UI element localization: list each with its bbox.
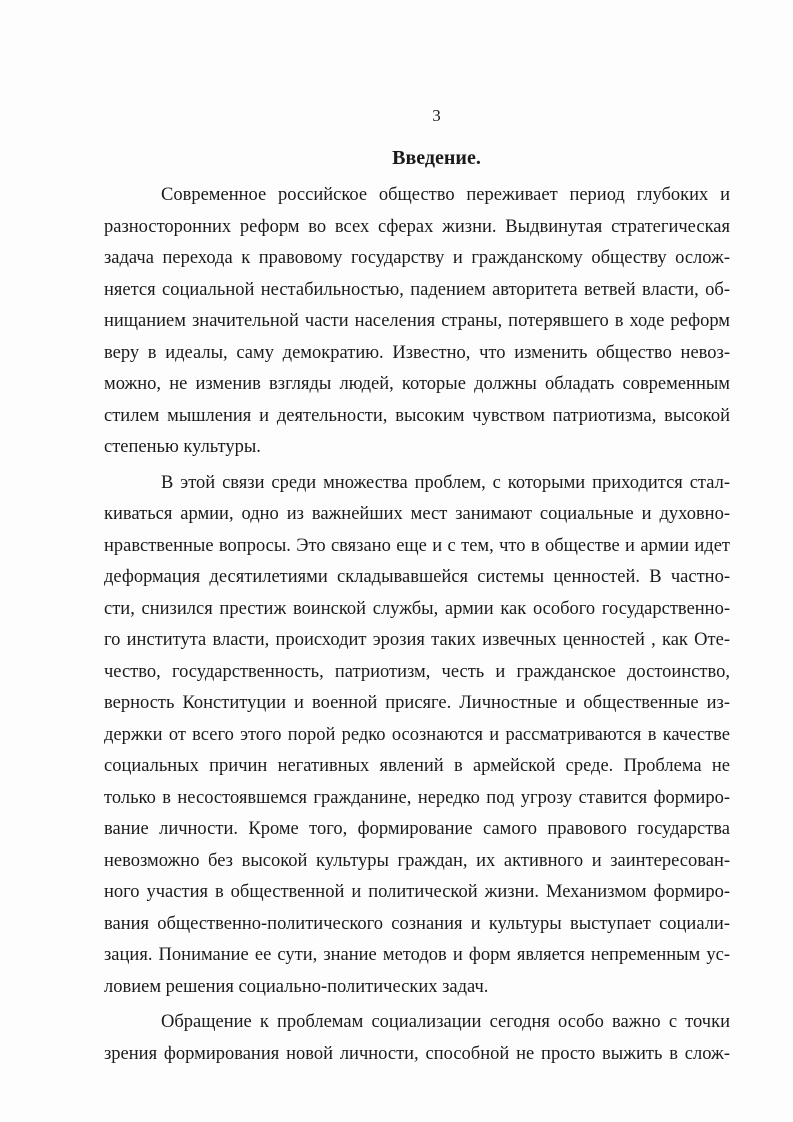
text-line: ного участия в общественной и политической жизни. Механизмом формиро-	[104, 882, 730, 902]
text-line: вание личности. Кроме того, формирование самого правового государства	[104, 819, 730, 839]
paragraph-3	[104, 1007, 730, 1070]
text-line: разносторонних реформ во всех сферах жизни. Выдвинутая стратегическая	[104, 216, 730, 237]
text-line: няется социальной нестабильностью, падением авторитета ветвей власти, об-	[104, 279, 730, 300]
paragraph-1	[104, 180, 730, 464]
text-line: веру в идеалы, саму демократию. Известно, что изменить общество невоз-	[104, 342, 730, 363]
text-line: стилем мышления и деятельности, высоким чувством патриотизма, высокой	[104, 405, 730, 426]
text-line: деформация десятилетиями складывавшейся системы ценностей. В частно-	[104, 567, 730, 587]
text-line: верность Конституции и военной присяге. Личностные и общественные из-	[104, 693, 730, 713]
text-line: В этой связи среди множества проблем, с которыми приходится стал-	[161, 472, 730, 493]
text-line: задача перехода к правовому государству и гражданскому обществу ослож-	[104, 248, 730, 268]
text-line: только в несостоявшемся гражданине, нередко под угрозу ставится формиро-	[104, 787, 730, 808]
text-line: зация. Понимание ее сути, знание методов и форм является непременным ус-	[104, 945, 730, 965]
text-line: вания общественно-политического сознания и культуры выступает социали-	[104, 913, 730, 934]
section-heading: Введение.	[392, 147, 481, 169]
text-line: го института власти, происходит эрозия таких извечных ценностей , как Оте-	[104, 630, 730, 650]
text-line: нравственные вопросы. Это связано еще и с тем, что в обществе и армии идет	[104, 535, 730, 556]
text-line: ловием решения социально-политических задач.	[104, 976, 489, 997]
page-number: 3	[432, 106, 441, 125]
text-line: степенью культуры.	[104, 437, 261, 457]
text-line: зрения формирования новой личности, способной не просто выжить в слож-	[104, 1043, 730, 1064]
text-line: держки от всего этого порой редко осознаются и рассматриваются в качестве	[104, 724, 730, 745]
text-line: сти, снизился престиж воинской службы, армии как особого государственно-	[104, 598, 730, 619]
text-line: Современное российское общество переживает период глубоких и	[161, 185, 730, 205]
text-line: можно, не изменив взгляды людей, которые должны обладать современным	[104, 374, 730, 394]
text-line: чество, государственность, патриотизм, честь и гражданское достоинство,	[104, 661, 730, 682]
text-line: нищанием значительной части населения страны, потерявшего в ходе реформ	[104, 311, 730, 331]
text-line: киваться армии, одно из важнейших мест занимают социальные и духовно-	[104, 504, 730, 524]
text-line: социальных причин негативных явлений в армейской среде. Проблема не	[104, 756, 730, 776]
paragraph-2	[104, 468, 730, 1004]
text-line: Обращение к проблемам социализации сегодня особо важно с точки	[161, 1012, 730, 1032]
body-text	[104, 180, 730, 1070]
text-line: невозможно без высокой культуры граждан, их активного и заинтересован-	[104, 850, 730, 871]
